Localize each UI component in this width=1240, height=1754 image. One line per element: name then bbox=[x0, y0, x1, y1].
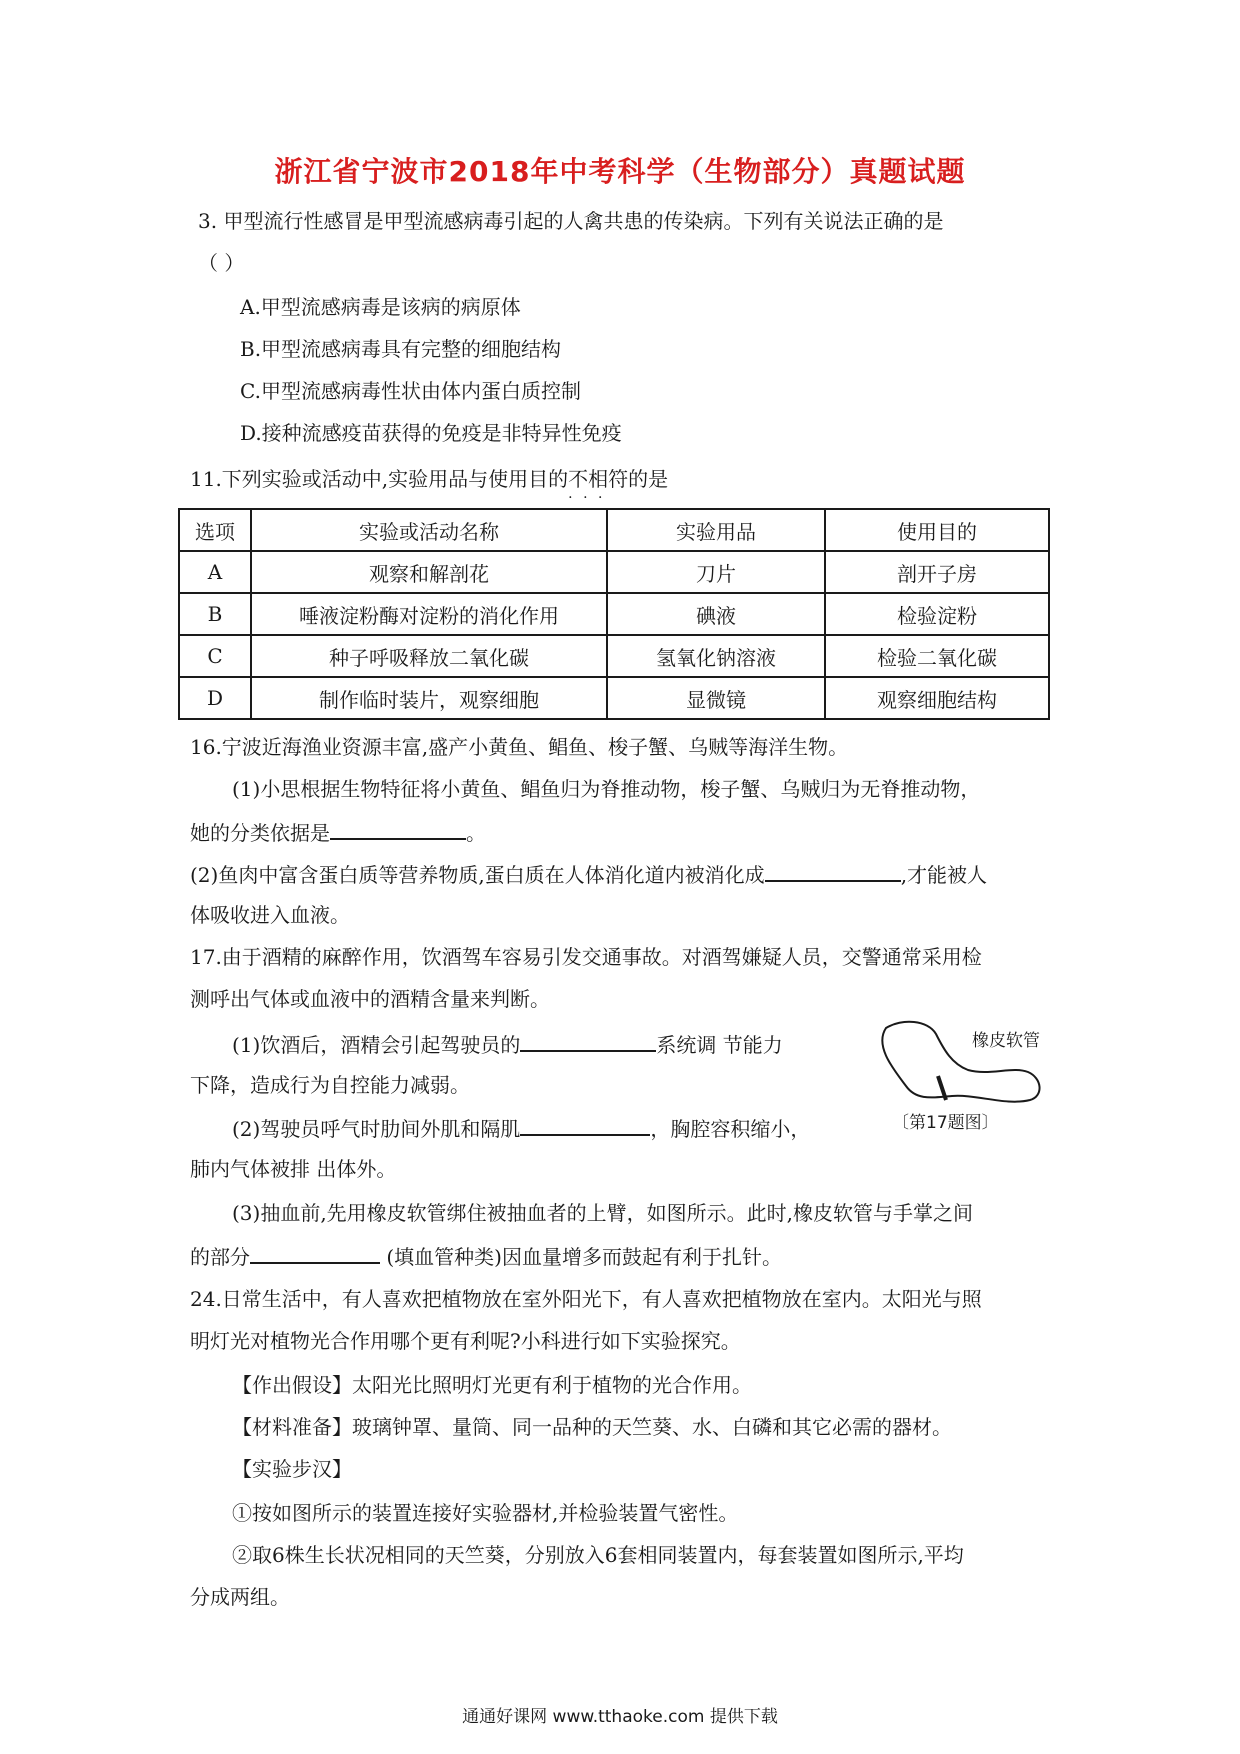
table-cell: 剖开子房 bbox=[825, 551, 1049, 593]
q16-part1-line1: (1)小思根据生物特征将小黄鱼、鲳鱼归为脊推动物，梭子蟹、乌贼归为无脊推动物， bbox=[232, 777, 981, 801]
q17-part2-line1 bbox=[232, 1112, 810, 1144]
table-cell: A bbox=[179, 551, 251, 593]
q3-paren: （ ） bbox=[198, 251, 245, 275]
q17-part1-text: (1)饮酒后，酒精会引起驾驶员的 bbox=[232, 1033, 521, 1057]
q17-part3-tail: (填血管种类)因血量增多而鼓起有利于扎针。 bbox=[380, 1245, 782, 1269]
table-cell: D bbox=[179, 677, 251, 719]
q24-stem-line1: 24.日常生活中，有人喜欢把植物放在室外阳光下，有人喜欢把植物放在室内。太阳光与照 bbox=[190, 1287, 982, 1311]
q17-part2-text: (2)驾驶员呼气时肋间外肌和隔肌 bbox=[232, 1117, 521, 1141]
table-row bbox=[179, 635, 1049, 677]
answer-blank[interactable] bbox=[250, 1240, 380, 1264]
q16-part1-text: 她的分类依据是 bbox=[190, 821, 330, 845]
table-header-cell: 选项 bbox=[179, 509, 251, 551]
q16-part2-tail: ,才能被人 bbox=[900, 863, 988, 887]
q11-stem-emphasis: 不相符 · · · bbox=[568, 467, 628, 491]
q17-part3-line2 bbox=[190, 1240, 782, 1272]
table-cell: 碘液 bbox=[607, 593, 825, 635]
table-cell: B bbox=[179, 593, 251, 635]
table-cell: 种子呼吸释放二氧化碳 bbox=[251, 635, 607, 677]
q17-stem-line2: 测呼出气体或血液中的酒精含量来判断。 bbox=[190, 987, 550, 1011]
q17-part3-text: 的部分 bbox=[190, 1245, 250, 1269]
q17-part1-tail: 系统调 节能力 bbox=[656, 1033, 783, 1057]
q3-option-a: A.甲型流感病毒是该病的病原体 bbox=[240, 295, 521, 319]
q16-part2-line1 bbox=[190, 858, 987, 890]
q17-part1-line1 bbox=[232, 1028, 783, 1060]
table-row bbox=[179, 677, 1049, 719]
table-cell: 显微镜 bbox=[607, 677, 825, 719]
q24-step-1: ①按如图所示的装置连接好实验器材,并检验装置气密性。 bbox=[232, 1501, 739, 1525]
q3-stem: 3. 甲型流行性感冒是甲型流感病毒引起的人禽共患的传染病。下列有关说法正确的是 bbox=[198, 209, 944, 233]
q24-hypothesis: 【作出假设】太阳光比照明灯光更有利于植物的光合作用。 bbox=[232, 1373, 752, 1397]
table-header-cell: 实验用品 bbox=[607, 509, 825, 551]
q24-stem-line2: 明灯光对植物光合作用哪个更有利呢?小科进行如下实验探究。 bbox=[190, 1329, 741, 1353]
table-cell: 氢氧化钠溶液 bbox=[607, 635, 825, 677]
table-cell: 检验二氧化碳 bbox=[825, 635, 1049, 677]
table-cell: 检验淀粉 bbox=[825, 593, 1049, 635]
q11-stem-a: 11.下列实验或活动中,实验用品与使用目的 bbox=[190, 467, 569, 491]
answer-blank[interactable] bbox=[520, 1112, 650, 1136]
answer-blank[interactable] bbox=[520, 1028, 656, 1052]
page-footer: 通通好课网 www.tthaoke.com 提供下载 bbox=[462, 1707, 778, 1727]
table-header-cell: 使用目的 bbox=[825, 509, 1049, 551]
q17-part2-line2: 肺内气体被排 出体外。 bbox=[190, 1157, 397, 1181]
q3-option-b: B.甲型流感病毒具有完整的细胞结构 bbox=[240, 337, 562, 361]
q17-stem-line1: 17.由于酒精的麻醉作用，饮酒驾车容易引发交通事故。对酒驾嫌疑人员，交警通常采用检 bbox=[190, 945, 982, 969]
q16-part2-line2: 体吸收进入血液。 bbox=[190, 903, 350, 927]
table-cell: 观察和解剖花 bbox=[251, 551, 607, 593]
q24-steps-title: 【实验步汉】 bbox=[232, 1457, 352, 1481]
q3-option-c: C.甲型流感病毒性状由体内蛋白质控制 bbox=[240, 379, 581, 403]
q11-table bbox=[178, 508, 1050, 720]
table-row bbox=[179, 593, 1049, 635]
q11-stem-b: 的是 bbox=[628, 467, 669, 491]
table-cell: C bbox=[179, 635, 251, 677]
q3-option-d: D.接种流感疫苗获得的免疫是非特异性免疫 bbox=[240, 421, 622, 445]
q17-part1-line2: 下降，造成行为自控能力减弱。 bbox=[190, 1073, 470, 1097]
q16-part1-end: 。 bbox=[466, 821, 486, 845]
table-cell: 观察细胞结构 bbox=[825, 677, 1049, 719]
figure-label: 橡皮软管 bbox=[972, 1031, 1040, 1051]
q16-part2-text: (2)鱼肉中富含蛋白质等营养物质,蛋白质在人体消化道内被消化成 bbox=[190, 863, 765, 887]
table-cell: 制作临时装片，观察细胞 bbox=[251, 677, 607, 719]
q17-part2-tail: ，胸腔容积缩小， bbox=[650, 1117, 811, 1141]
answer-blank[interactable] bbox=[765, 858, 901, 882]
answer-blank[interactable] bbox=[330, 816, 466, 840]
q24-materials: 【材料准备】玻璃钟罩、量筒、同一品种的天竺葵、水、白磷和其它必需的器材。 bbox=[232, 1415, 952, 1439]
arm-tourniquet-figure bbox=[872, 1016, 1050, 1134]
table-cell: 唾液淀粉酶对淀粉的消化作用 bbox=[251, 593, 607, 635]
q17-part3-line1: (3)抽血前,先用橡皮软管绑住被抽血者的上臂，如图所示。此时,橡皮软管与手掌之间 bbox=[232, 1201, 974, 1225]
q11-stem bbox=[190, 464, 668, 494]
q16-part1-line2 bbox=[190, 816, 486, 848]
q16-stem: 16.宁波近海渔业资源丰富,盛产小黄鱼、鲳鱼、梭子蟹、乌贼等海洋生物。 bbox=[190, 735, 849, 759]
q24-step-2-line2: 分成两组。 bbox=[190, 1585, 290, 1609]
page-title: 浙江省宁波市2018年中考科学（生物部分）真题试题 bbox=[274, 155, 966, 188]
table-header-cell: 实验或活动名称 bbox=[251, 509, 607, 551]
table-row bbox=[179, 551, 1049, 593]
table-cell: 刀片 bbox=[607, 551, 825, 593]
q24-step-2-line1: ②取6株生长状况相同的天竺葵，分别放入6套相同装置内，每套装置如图所示,平均 bbox=[232, 1543, 964, 1567]
figure-caption: 〔第17题图〕 bbox=[892, 1113, 999, 1133]
table-header-row bbox=[179, 509, 1049, 551]
